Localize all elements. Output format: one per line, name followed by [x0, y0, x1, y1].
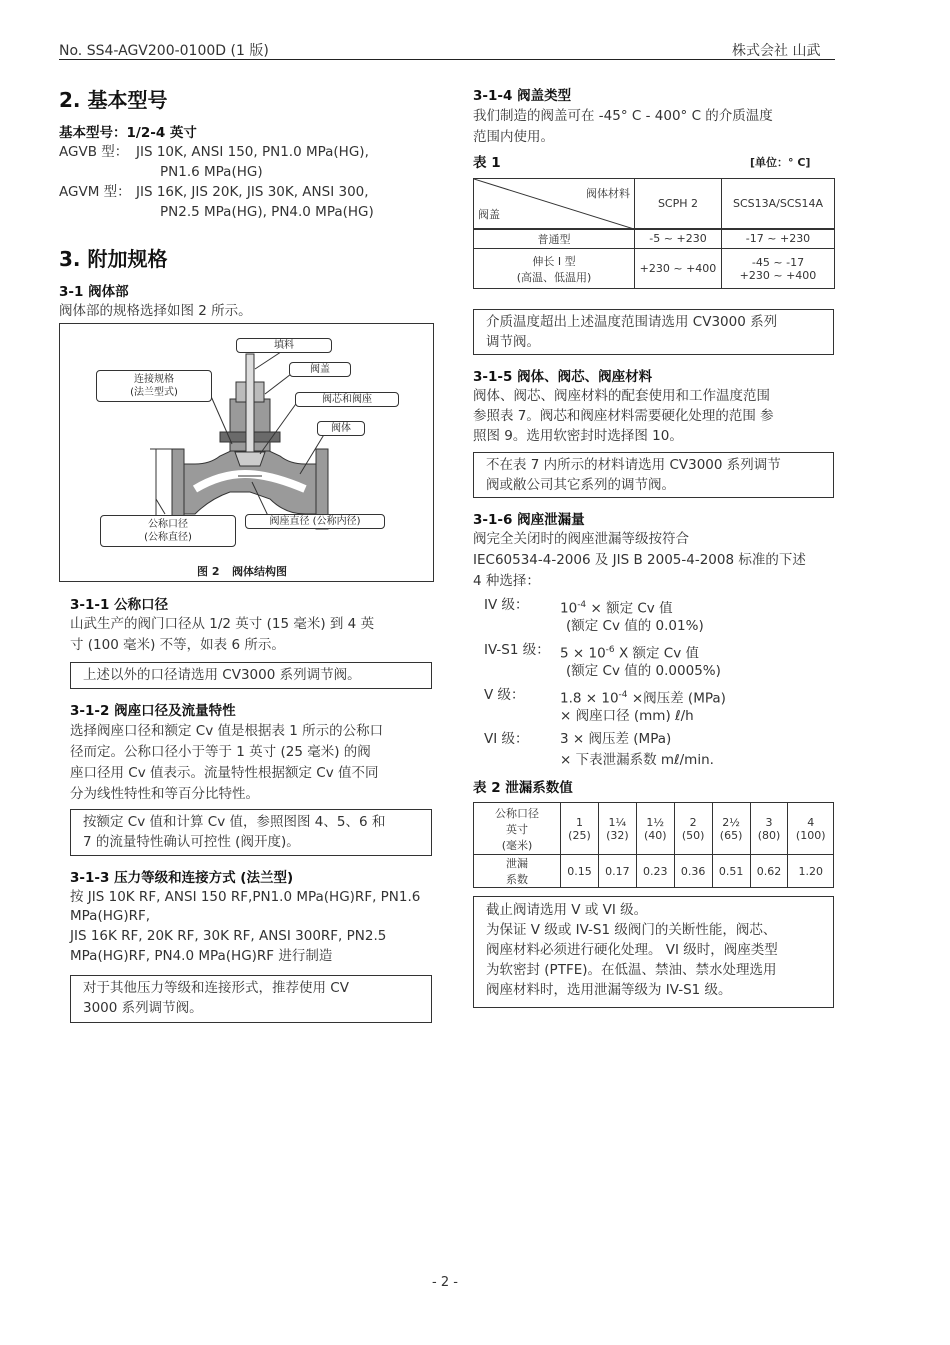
table-2-size-cell: [712, 803, 750, 855]
size-mm: (65): [719, 828, 743, 842]
table-1-row-2-label-2: (高温、低温用): [516, 270, 592, 284]
class-ivs1-label: IV-S1 级：: [484, 642, 550, 658]
leak-coef-cell: 0.15: [561, 855, 599, 888]
table-1-title: 表 1: [473, 155, 501, 171]
table-2-size-cell: [750, 803, 788, 855]
table-1-col-1: SCPH 2: [635, 179, 722, 229]
table-1-unit: [单位：° C]: [750, 156, 811, 169]
table-1-corner-bottom: 阀盖: [478, 207, 500, 221]
section-3-1-4-title: 3-1-4 阀盖类型: [473, 88, 572, 104]
table-2-size-cell: [788, 803, 834, 855]
table-2-row-label-1: 泄漏: [506, 857, 528, 870]
s312-line-4: 分为线性特性和等百分比特性。: [70, 786, 259, 802]
label-nominal-size: [100, 515, 236, 547]
agvm-line-2: PN2.5 MPa(HG), PN4.0 MPa(HG): [160, 204, 374, 220]
s316-note: [473, 896, 834, 1008]
table-1-col-2: SCS13A/SCS14A: [722, 179, 835, 229]
s313-note: [70, 975, 432, 1023]
s315-line-2: 参照表 7。阀芯和阀座材料需要硬化处理的范围 参: [473, 408, 774, 424]
table-2-size-cell: [598, 803, 636, 855]
section-3-1-text: 阀体部的规格选择如图 2 所示。: [59, 303, 252, 319]
table-1-row-2-label-1: 伸长 I 型: [532, 254, 576, 268]
section-3-1-6-title: 3-1-6 阀座泄漏量: [473, 512, 585, 528]
table-2-head-3: (毫米): [501, 838, 533, 852]
class-iv-note: (额定 Cv 值的 0.01%): [566, 618, 704, 634]
s313-note-line-2: 3000 系列调节阀。: [83, 1000, 203, 1016]
s315-note: [473, 452, 834, 498]
class-ivs1-note: (额定 Cv 值的 0.0005%): [566, 663, 721, 679]
size-mm: (80): [757, 828, 781, 842]
s312-note: [70, 809, 432, 856]
class-vi-line-2: × 下表泄漏系数 mℓ/min.: [560, 752, 714, 768]
agvb-line-2: PN1.6 MPa(HG): [160, 164, 263, 180]
s314-note-line-2: 调节阀。: [486, 334, 540, 350]
label-plug-seat: 阀芯和阀座: [295, 392, 399, 407]
table-1-row-1-c1: -5 ~ +230: [635, 229, 722, 249]
section-3-1-2-title: 3-1-2 阀座口径及流量特性: [70, 703, 236, 719]
s312-line-1: 选择阀座口径和额定 Cv 值是根据表 1 所示的公称口: [70, 723, 384, 739]
size-mm: (50): [681, 828, 705, 842]
table-2-size-cell: [636, 803, 674, 855]
leak-coef-cell: 0.62: [750, 855, 788, 888]
s315-line-1: 阀体、阀芯、阀座材料的配套使用和工作温度范围: [473, 388, 770, 404]
table-1-row-2-c2: [722, 249, 835, 289]
s313-note-line-1: 对于其他压力等级和连接形式，推荐使用 CV: [83, 980, 349, 996]
class-v-a: 1.8 × 10: [560, 690, 619, 707]
table-1-row-2-c2-a: -45 ~ -17: [751, 255, 805, 269]
s314-line-1: 我们制造的阀盖可在 -45° C - 400° C 的介质温度: [473, 108, 773, 124]
table-2-head: [474, 803, 561, 855]
table-2-size-cell: [674, 803, 712, 855]
class-iv-b: × 额定 Cv 值: [586, 600, 673, 617]
s311-note: 上述以外的口径请选用 CV3000 系列调节阀。: [70, 662, 432, 689]
leak-coef-cell: 0.17: [598, 855, 636, 888]
table-2-head-2: 英寸: [506, 822, 528, 836]
s316-note-line-2: 为保证 V 级或 IV-S1 级阀门的关断性能，阀芯、: [486, 922, 777, 938]
s316-line-2: IEC60534-4-2006 及 JIS B 2005-4-2008 标准的下述: [473, 552, 806, 568]
table-1-row-1-c2: -17 ~ +230: [722, 229, 835, 249]
s313-line-1: 按 JIS 10K RF, ANSI 150 RF,PN1.0 MPa(HG)RF, PN1.6: [70, 889, 421, 905]
section-3-1-5-title: 3-1-5 阀体、阀芯、阀座材料: [473, 369, 653, 385]
size-inch: 3: [765, 815, 773, 829]
agvb-line-1: JIS 10K, ANSI 150, PN1.0 MPa(HG),: [136, 144, 369, 160]
figure-number: 图 2: [197, 565, 220, 578]
class-iv-a: 10: [560, 600, 578, 617]
class-ivs1-b: X 额定 Cv 值: [614, 645, 699, 662]
size-mm: (25): [568, 828, 591, 842]
size-inch: 2½: [722, 815, 740, 829]
basic-model-subtitle: 基本型号：1/2-4 英寸: [59, 125, 197, 141]
page-number: - 2 -: [432, 1275, 458, 1290]
s316-line-1: 阀完全关闭时的阀座泄漏等级按符合: [473, 531, 689, 547]
label-connection-line-1: 连接规格: [134, 374, 174, 385]
label-bonnet: 阀盖: [289, 362, 351, 377]
s314-note: [473, 309, 834, 355]
s315-line-3: 照图 9。选用软密封时选择图 10。: [473, 428, 683, 444]
label-body: 阀体: [317, 421, 365, 436]
table-1-row-1-label: 普通型: [474, 229, 635, 249]
s316-note-line-1: 截止阀请选用 V 或 VI 级。: [486, 902, 648, 918]
size-inch: 4: [807, 815, 815, 829]
leak-coef-cell: 0.23: [636, 855, 674, 888]
s316-note-line-5: 阀座材料时，选用泄漏等级为 IV-S1 级。: [486, 982, 732, 998]
size-mm: (40): [643, 828, 667, 842]
size-inch: 2: [689, 815, 697, 829]
class-vi-line-1: 3 × 阀压差 (MPa): [560, 731, 672, 747]
s311-line-1: 山武生产的阀门口径从 1/2 英寸 (15 毫米) 到 4 英: [70, 616, 375, 632]
figure-2-frame: [59, 323, 434, 582]
table-1-row-2-label: [474, 249, 635, 289]
table-2-size-cell: [561, 803, 599, 855]
figure-caption: 阀体结构图: [232, 565, 287, 578]
table-2-head-1: 公称口径: [495, 806, 539, 820]
size-mm: (100): [795, 828, 826, 842]
class-iv-exp: -4: [577, 600, 587, 610]
leak-coef-cell: 1.20: [788, 855, 834, 888]
section-3-1-title: 3-1 阀体部: [59, 284, 129, 300]
class-v-b: ×阀压差 (MPa): [627, 690, 726, 707]
class-ivs1-exp: -6: [605, 645, 615, 655]
size-inch: 1½: [646, 815, 665, 829]
size-mm: (32): [606, 828, 629, 842]
table-2-row-label: [474, 855, 561, 888]
section-3-title: 3. 附加规格: [59, 247, 168, 271]
agvb-label: AGVB 型：: [59, 144, 129, 160]
s312-line-3: 座口径用 Cv 值表示。流量特性根据额定 Cv 值不同: [70, 765, 379, 781]
class-vi-label: VI 级：: [484, 731, 529, 747]
s314-note-line-1: 介质温度超出上述温度范围请选用 CV3000 系列: [486, 314, 778, 330]
s312-note-line-2: 7 的流量特性确认可控性 (阀开度)。: [83, 834, 300, 850]
s313-line-2: MPa(HG)RF,: [70, 908, 151, 924]
s313-line-4: MPa(HG)RF, PN4.0 MPa(HG)RF 进行制造: [70, 948, 333, 964]
table-1: [473, 178, 835, 289]
table-1-row-2-c1: +230 ~ +400: [635, 249, 722, 289]
s311-line-2: 寸 (100 毫米) 不等，如表 6 所示。: [70, 637, 285, 653]
class-ivs1-a: 5 × 10: [560, 645, 606, 662]
label-nominal-line-2: (公称直径): [144, 532, 192, 543]
class-iv-label: IV 级：: [484, 597, 529, 613]
class-v-line-2: × 阀座口径 (mm) ℓ/h: [560, 708, 694, 724]
document-number: No. SS4-AGV200-0100D (1 版): [59, 43, 269, 59]
agvm-label: AGVM 型：: [59, 184, 131, 200]
label-connection-line-2: (法兰型式): [130, 387, 178, 398]
size-inch: 1: [575, 815, 583, 829]
label-packing: 填料: [236, 338, 332, 353]
s316-line-3: 4 种选择：: [473, 573, 540, 589]
table-2: [473, 802, 834, 888]
section-3-1-3-title: 3-1-3 压力等级和连接方式 (法兰型): [70, 870, 294, 886]
table-1-corner-top: 阀体材料: [586, 187, 630, 200]
header-rule: [59, 59, 835, 60]
class-v-exp: -4: [618, 690, 628, 700]
s314-line-2: 范围内使用。: [473, 129, 554, 145]
s315-note-line-2: 阀或敝公司其它系列的调节阀。: [486, 477, 675, 493]
s313-line-3: JIS 16K RF, 20K RF, 30K RF, ANSI 300RF, PN2.5: [70, 928, 387, 944]
table-2-row-label-2: 系数: [506, 873, 528, 886]
table-1-row-2-c2-b: +230 ~ +400: [739, 268, 817, 282]
s316-note-line-3: 阀座材料必须进行硬化处理。 VI 级时，阀座类型: [486, 942, 778, 958]
s315-note-line-1: 不在表 7 内所示的材料请选用 CV3000 系列调节: [486, 457, 781, 473]
class-v-label: V 级：: [484, 687, 525, 703]
section-2-title: 2. 基本型号: [59, 88, 168, 112]
s312-note-line-1: 按额定 Cv 值和计算 Cv 值，参照图图 4、5、6 和: [83, 814, 386, 830]
size-inch: 1¼: [608, 815, 627, 829]
table-2-title: 表 2 泄漏系数值: [473, 780, 573, 796]
label-seat-diameter: 阀座直径 (公称内径): [245, 514, 385, 529]
section-3-1-1-title: 3-1-1 公称口径: [70, 597, 169, 613]
agvm-line-1: JIS 16K, JIS 20K, JIS 30K, ANSI 300,: [136, 184, 369, 200]
leak-coef-cell: 0.36: [674, 855, 712, 888]
company-name: 株式会社 山武: [732, 43, 821, 59]
label-nominal-line-1: 公称口径: [148, 519, 188, 530]
label-connection: [96, 370, 212, 402]
s316-note-line-4: 为软密封 (PTFE)。在低温、禁油、禁水处理选用: [486, 962, 777, 978]
s312-line-2: 径而定。公称口径小于等于 1 英寸 (25 毫米) 的阀: [70, 744, 371, 760]
table-1-corner: [474, 179, 635, 229]
leak-coef-cell: 0.51: [712, 855, 750, 888]
